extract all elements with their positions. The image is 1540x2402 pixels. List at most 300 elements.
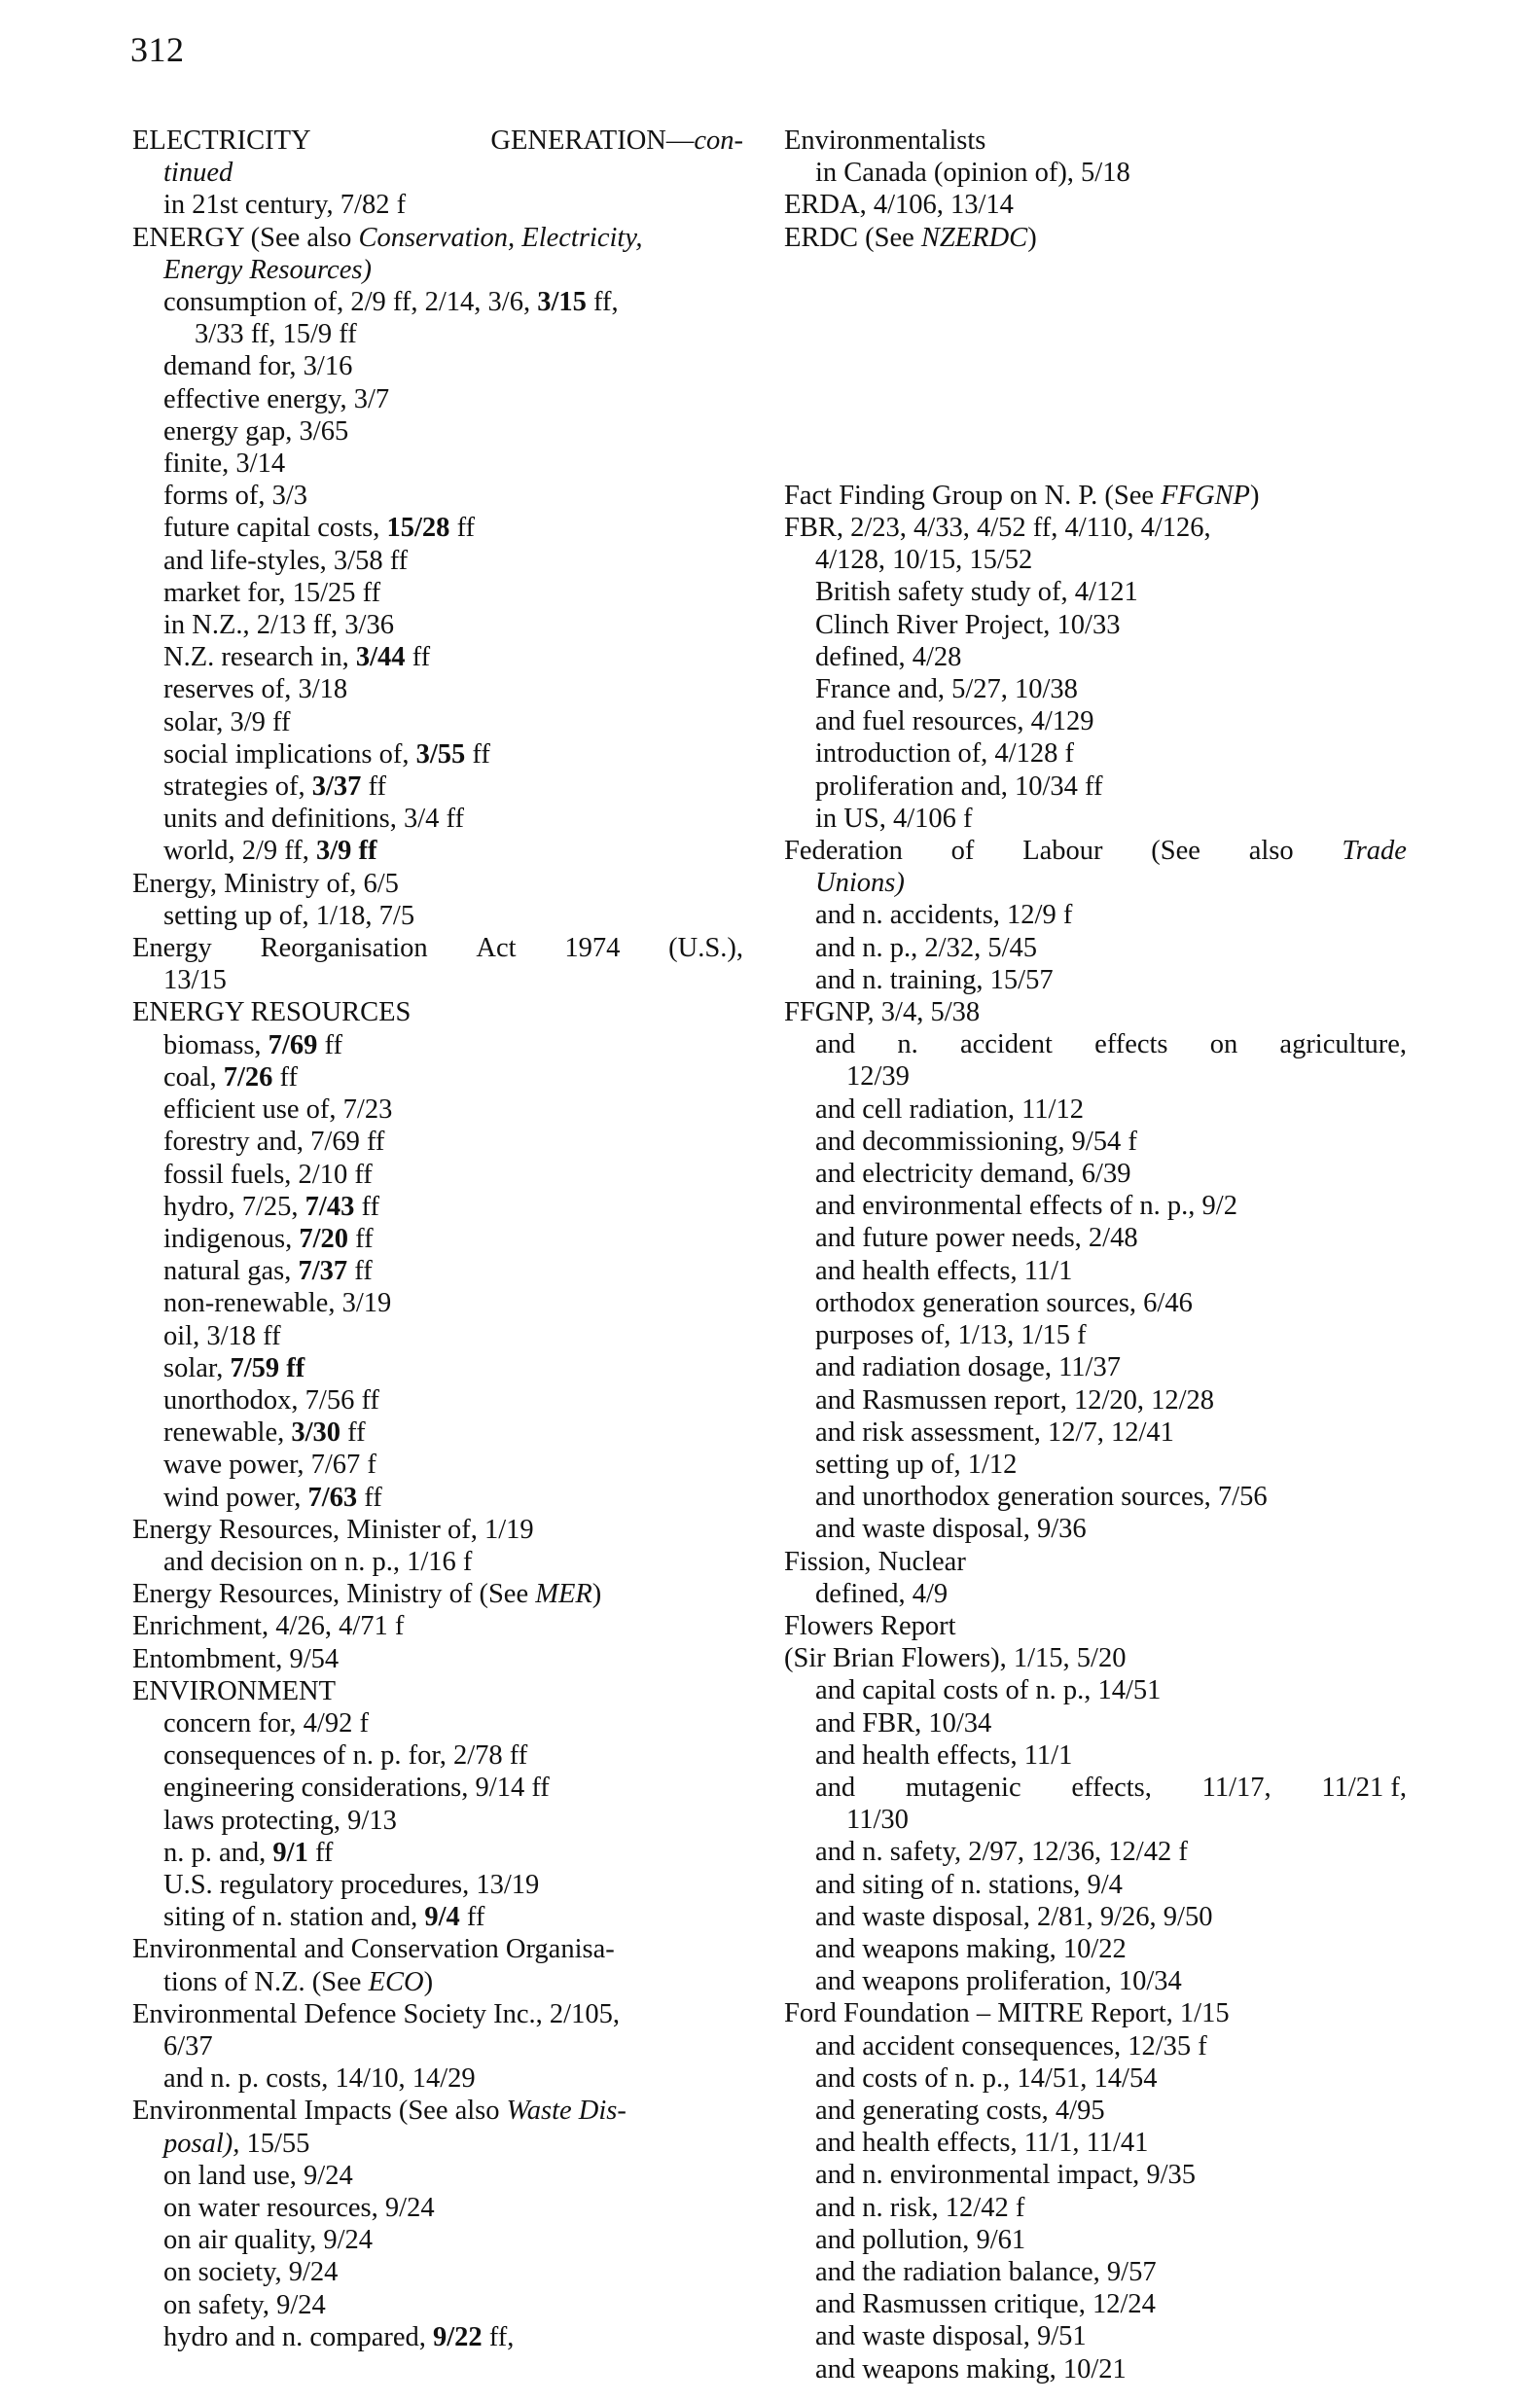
index-heading <box>132 932 743 996</box>
entry-text: 1974 <box>564 933 621 964</box>
index-subentry <box>132 1029 743 1061</box>
entry-text: Fission, Nuclear <box>784 1546 966 1577</box>
index-subentry <box>784 1093 1407 1126</box>
entry-line <box>815 1255 1407 1287</box>
index-subentry <box>132 448 743 480</box>
entry-line <box>163 448 743 480</box>
entry-text: Reorganisation <box>260 933 428 964</box>
entry-line <box>163 2224 743 2256</box>
entry-line <box>815 964 1407 996</box>
index-subentry <box>784 1190 1407 1222</box>
entry-text: social implications of, <box>163 738 416 770</box>
entry-line <box>163 1320 743 1352</box>
entry-text: Environmental Defence Society Inc., 2/105, <box>132 1998 620 2029</box>
entry-text: and electricity demand, 6/39 <box>815 1159 1131 1190</box>
entry-text: 9/4 <box>424 1902 460 1933</box>
index-subentry <box>784 1869 1407 1901</box>
entry-line <box>815 1674 1407 1706</box>
entry-line <box>132 1643 743 1675</box>
entry-text: Unions) <box>815 868 905 899</box>
entry-line <box>815 737 1407 770</box>
entry-text: and the radiation balance, 9/57 <box>815 2256 1157 2287</box>
index-subentry <box>784 1513 1407 1545</box>
index-subentry <box>784 2256 1407 2288</box>
entry-text: and Rasmussen critique, 12/24 <box>815 2289 1156 2320</box>
entry-text: and n. training, 15/57 <box>815 964 1054 995</box>
entry-text: con- <box>694 125 743 156</box>
entry-line <box>815 2256 1407 2288</box>
entry-text: and environmental effects of n. p., 9/2 <box>815 1191 1237 1222</box>
entry-line <box>815 1222 1407 1254</box>
entry-continuation <box>163 318 743 350</box>
index-subentry <box>132 900 743 932</box>
entry-text: orthodox generation sources, 6/46 <box>815 1287 1193 1318</box>
index-subentry <box>784 1836 1407 1868</box>
index-subentry <box>784 1707 1407 1739</box>
index-subentry <box>784 899 1407 931</box>
entry-line <box>132 1675 743 1707</box>
index-subentry <box>784 964 1407 996</box>
entry-text: U.S. regulatory procedures, 13/19 <box>163 1869 540 1900</box>
entry-line <box>815 673 1407 705</box>
entry-line <box>163 900 743 932</box>
index-subentry <box>132 577 743 609</box>
entry-text: NZERDC <box>920 222 1028 253</box>
entry-line <box>163 1029 743 1061</box>
entry-text: and life-styles, 3/58 ff <box>163 545 409 576</box>
entry-text: and cell radiation, 11/12 <box>815 1093 1084 1125</box>
index-subentry <box>784 1481 1407 1513</box>
entry-line <box>815 1901 1407 1933</box>
entry-text: strategies of, <box>163 771 312 803</box>
entry-text: tions of N.Z. (See <box>163 1966 369 1997</box>
entry-text: coal, <box>163 1061 224 1093</box>
index-subentry <box>784 2095 1407 2127</box>
entry-line <box>132 222 743 254</box>
index-heading <box>132 1643 743 1675</box>
index-subentry <box>132 1384 743 1416</box>
index-subentry <box>784 641 1407 673</box>
entry-line <box>815 1933 1407 1965</box>
index-subentry <box>132 512 743 544</box>
entry-line <box>815 157 1407 189</box>
entry-line <box>815 1513 1407 1545</box>
entry-continuation <box>132 254 743 286</box>
entry-text: and n. p., 2/32, 5/45 <box>815 932 1037 963</box>
entry-line <box>163 2321 743 2353</box>
entry-text: proliferation and, 10/34 ff <box>815 771 1103 802</box>
entry-line <box>815 1707 1407 1739</box>
entry-text: and n. environmental impact, 9/35 <box>815 2160 1196 2191</box>
entry-text: on <box>1209 1029 1238 1060</box>
entry-line <box>163 835 743 867</box>
entry-text: (Sir Brian Flowers), 1/15, 5/20 <box>784 1643 1127 1674</box>
index-heading <box>784 1546 1407 1578</box>
entry-line <box>815 2095 1407 2127</box>
entry-text: FBR, 2/23, 4/33, 4/52 ff, 4/110, 4/126, <box>784 513 1211 544</box>
index-subentry <box>132 415 743 448</box>
entry-text: effective energy, 3/7 <box>163 383 390 414</box>
entry-text: and <box>815 1029 856 1060</box>
entry-line <box>815 1158 1407 1190</box>
entry-text: consumption of, 2/9 ff, 2/14, 3/6, <box>163 287 538 318</box>
entry-line <box>163 480 743 512</box>
entry-text: and health effects, 11/1 <box>815 1739 1073 1771</box>
entry-text: France and, 5/27, 10/38 <box>815 674 1078 705</box>
entry-text: accident <box>959 1029 1053 1060</box>
entry-text: on water resources, 9/24 <box>163 2193 435 2223</box>
entry-text: future capital costs, <box>163 513 387 544</box>
entry-text: 7/37 <box>298 1256 348 1287</box>
entry-text: Enrichment, 4/26, 4/71 f <box>132 1611 405 1642</box>
entry-text: unorthodox, 7/56 ff <box>163 1384 379 1416</box>
entry-text: Federation <box>784 836 903 867</box>
entry-text: and n. risk, 12/42 f <box>815 2192 1025 2223</box>
index-subentry <box>132 2321 743 2353</box>
entry-text: purposes of, 1/13, 1/15 f <box>815 1320 1087 1351</box>
index-heading <box>132 1610 743 1642</box>
entry-text: hydro, 7/25, <box>163 1191 305 1222</box>
entry-text: 3/15 <box>537 287 587 318</box>
index-subentry <box>784 1578 1407 1610</box>
entry-text: 7/59 ff <box>230 1352 305 1383</box>
entry-text: demand for, 3/16 <box>163 351 353 382</box>
entry-line <box>815 609 1407 641</box>
entry-line <box>163 2256 743 2288</box>
entry-line <box>163 1901 743 1933</box>
entry-text: ff <box>347 1256 373 1287</box>
entry-line <box>815 576 1407 608</box>
entry-text: Ford Foundation – MITRE Report, 1/15 <box>784 1998 1230 2029</box>
index-heading <box>132 1514 743 1546</box>
entry-line <box>163 1061 743 1093</box>
entry-text: defined, 4/9 <box>815 1578 949 1609</box>
entry-line <box>132 996 743 1028</box>
entry-line <box>132 2095 743 2127</box>
entry-text: Entombment, 9/54 <box>132 1643 340 1674</box>
index-subentry <box>784 1901 1407 1933</box>
index-subentry <box>784 2320 1407 2352</box>
entry-line <box>815 2353 1407 2385</box>
entry-text: ) <box>1027 222 1037 253</box>
index-subentry <box>132 1093 743 1126</box>
entry-line <box>163 1449 743 1481</box>
entry-text: and costs of n. p., 14/51, 14/54 <box>815 2062 1158 2094</box>
index-subentry <box>132 189 743 221</box>
index-subentry <box>132 480 743 512</box>
entry-line <box>784 189 1407 221</box>
index-heading <box>132 1933 743 1997</box>
entry-text: and waste disposal, 9/36 <box>815 1514 1087 1545</box>
entry-text: finite, 3/14 <box>163 448 286 480</box>
index-subentry <box>132 1352 743 1384</box>
entry-line <box>163 1223 743 1255</box>
entry-line <box>784 512 1407 544</box>
entry-text: posal), <box>163 2128 240 2159</box>
entry-text: Clinch River Project, 10/33 <box>815 609 1121 640</box>
entry-text: Energy Resources, Minister of, 1/19 <box>132 1514 534 1545</box>
entry-text: introduction of, 4/128 f <box>815 738 1074 770</box>
entry-text: and weapons making, 10/22 <box>815 1933 1127 1964</box>
entry-text: ff <box>357 1482 382 1513</box>
index-heading <box>784 1610 1407 1642</box>
entry-line <box>815 1287 1407 1319</box>
index-subentry <box>132 1772 743 1804</box>
entry-text: and n. accidents, 12/9 f <box>815 900 1073 931</box>
entry-line <box>815 2288 1407 2320</box>
entry-line <box>815 641 1407 673</box>
entry-text: ff <box>405 642 431 673</box>
index-subentry <box>784 1319 1407 1351</box>
entry-text: in US, 4/106 f <box>815 803 973 834</box>
entry-line <box>815 1578 1407 1610</box>
entry-text: ff <box>354 1191 379 1222</box>
entry-text: Fact Finding Group on N. P. (See <box>784 480 1162 511</box>
entry-text: N.Z. research in, <box>163 642 356 673</box>
index-subentry <box>784 1772 1407 1836</box>
entry-text: Act <box>476 933 517 964</box>
entry-text: Environmentalists <box>784 125 986 156</box>
entry-line <box>163 1772 743 1804</box>
entry-line <box>132 1578 743 1610</box>
index-subentry <box>132 1739 743 1772</box>
entry-text: non-renewable, 3/19 <box>163 1288 392 1319</box>
entry-text: ff, <box>482 2321 515 2352</box>
index-subentry <box>132 1126 743 1158</box>
entry-text: ff <box>317 1029 342 1060</box>
index-subentry <box>784 576 1407 608</box>
index-subentry <box>132 1320 743 1352</box>
entry-text: ff <box>307 1837 334 1868</box>
entry-continuation <box>784 867 1407 899</box>
entry-text: and generating costs, 4/95 <box>815 2095 1105 2126</box>
entry-line <box>163 1739 743 1772</box>
entry-line <box>815 1965 1407 1997</box>
index-subentry <box>784 2353 1407 2385</box>
entry-text: and unorthodox generation sources, 7/56 <box>815 1482 1268 1513</box>
entry-text: 9/1 <box>272 1837 308 1868</box>
index-subentry <box>784 673 1407 705</box>
entry-line <box>163 1707 743 1739</box>
entry-line <box>163 350 743 382</box>
entry-continuation <box>132 157 743 189</box>
entry-line <box>784 125 1407 157</box>
index-subentry <box>784 1449 1407 1481</box>
entry-text: Labour <box>1022 836 1103 867</box>
index-subentry <box>784 2288 1407 2320</box>
entry-line <box>163 1159 743 1191</box>
entry-text: 3/30 <box>291 1417 341 1449</box>
index-heading <box>132 996 743 1028</box>
entry-text: ENERGY (See also <box>132 222 359 253</box>
entry-line <box>163 1126 743 1158</box>
entry-text: n. <box>897 1029 918 1060</box>
index-section-e <box>784 125 1407 254</box>
entry-line <box>132 125 743 157</box>
index-heading <box>784 1997 1407 2029</box>
entry-line <box>815 1416 1407 1449</box>
entry-line <box>784 222 1407 254</box>
entry-line <box>163 641 743 673</box>
entry-text: solar, <box>163 1352 231 1383</box>
entry-text: 3/55 <box>415 738 466 770</box>
entry-text: ) <box>1249 480 1260 511</box>
entry-text: effects, <box>1071 1772 1152 1803</box>
index-subentry <box>132 673 743 705</box>
entry-line <box>163 1546 743 1578</box>
index-subentry <box>784 2127 1407 2159</box>
entry-text: and FBR, 10/34 <box>815 1707 992 1739</box>
entry-text: ENVIRONMENT <box>132 1675 336 1706</box>
entry-text: 7/63 <box>307 1482 358 1513</box>
entry-text: and pollution, 9/61 <box>815 2224 1026 2255</box>
entry-text: ff <box>272 1061 298 1093</box>
index-heading <box>784 835 1407 899</box>
entry-line <box>163 609 743 641</box>
index-subentry <box>784 1255 1407 1287</box>
entry-text: 13/15 <box>163 965 227 996</box>
index-subentry <box>132 545 743 577</box>
entry-text: and Rasmussen report, 12/20, 12/28 <box>815 1384 1215 1416</box>
entry-text: units and definitions, 3/4 ff <box>163 804 464 835</box>
entry-text: and weapons proliferation, 10/34 <box>815 1966 1182 1997</box>
index-heading <box>132 868 743 900</box>
entry-line <box>163 383 743 415</box>
entry-text: and weapons making, 10/21 <box>815 2353 1127 2384</box>
index-subentry <box>784 1674 1407 1706</box>
entry-line <box>163 1255 743 1287</box>
entry-text: natural gas, <box>163 1256 299 1287</box>
entry-line <box>163 1805 743 1837</box>
entry-text: concern for, 4/92 f <box>163 1707 369 1739</box>
entry-line <box>163 803 743 835</box>
entry-continuation <box>132 2128 743 2160</box>
entry-text: ff <box>340 1417 366 1449</box>
index-subentry <box>132 1287 743 1319</box>
entry-text: solar, 3/9 ff <box>163 706 291 737</box>
entry-text: 3/37 <box>311 771 362 803</box>
entry-text: forms of, 3/3 <box>163 481 308 512</box>
index-subentry <box>132 1546 743 1578</box>
entry-text: and waste disposal, 2/81, 9/26, 9/50 <box>815 1901 1213 1932</box>
entry-text: oil, 3/18 ff <box>163 1320 281 1351</box>
entry-text: 4/128, 10/15, 15/52 <box>815 545 1033 576</box>
entry-text: GENERATION—con- <box>490 125 743 156</box>
index-subentry <box>132 1869 743 1901</box>
entry-text: reserves of, 3/18 <box>163 674 348 705</box>
entry-line <box>784 1997 1407 2029</box>
page-number: 312 <box>130 30 185 69</box>
index-subentry <box>784 705 1407 737</box>
entry-text: and n. safety, 2/97, 12/36, 12/42 f <box>815 1837 1188 1868</box>
entry-line <box>784 1642 1407 1674</box>
entry-text: wave power, 7/67 f <box>163 1450 376 1481</box>
entry-line <box>815 1836 1407 1868</box>
entry-text: 9/22 <box>433 2321 483 2352</box>
entry-line <box>163 1869 743 1901</box>
entry-text: efficient use of, 7/23 <box>163 1094 393 1126</box>
entry-text: (U.S.), <box>668 933 743 964</box>
index-subentry <box>784 2030 1407 2062</box>
entry-text: ECO <box>368 1966 424 1997</box>
index-subentry <box>784 2159 1407 2191</box>
entry-text: ff, <box>586 287 619 318</box>
entry-continuation <box>132 2030 743 2062</box>
entry-line <box>163 2062 743 2095</box>
entry-text: setting up of, 1/12 <box>815 1449 1018 1480</box>
entry-text: Environmental Impacts (See also <box>132 2096 507 2127</box>
entry-text: (See <box>1151 836 1200 867</box>
entry-text: consequences of n. p. for, 2/78 ff <box>163 1740 528 1772</box>
index-section-f <box>784 480 1407 2385</box>
entry-text: on safety, 9/24 <box>163 2289 326 2320</box>
index-heading <box>132 1998 743 2062</box>
index-subentry <box>784 1739 1407 1772</box>
entry-text: and decommissioning, 9/54 f <box>815 1126 1137 1157</box>
index-subentry <box>784 1965 1407 1997</box>
entry-text: 3/44 <box>355 642 406 673</box>
entry-line <box>815 1190 1407 1222</box>
entry-text: on land use, 9/24 <box>163 2160 353 2191</box>
index-subentry <box>132 2192 743 2224</box>
entry-text: Environmental and Conservation Organisa- <box>132 1934 615 1965</box>
entry-line <box>815 1384 1407 1416</box>
entry-text: fossil fuels, 2/10 ff <box>163 1159 373 1190</box>
entry-line <box>132 932 743 964</box>
entry-text: ENERGY RESOURCES <box>132 997 412 1028</box>
entry-text: market for, 15/25 ff <box>163 577 381 608</box>
entry-text: ) <box>591 1579 602 1610</box>
entry-line <box>163 771 743 803</box>
entry-text: ) <box>423 1966 434 1997</box>
entry-line <box>815 1126 1407 1158</box>
entry-text: Flowers Report <box>784 1610 956 1641</box>
index-heading <box>784 189 1407 221</box>
entry-text: of <box>950 836 975 867</box>
entry-text: 7/69 <box>268 1029 318 1060</box>
index-subentry <box>784 2192 1407 2224</box>
entry-line <box>784 1546 1407 1578</box>
entry-text: and decision on n. p., 1/16 f <box>163 1546 473 1577</box>
index-subentry <box>132 1482 743 1514</box>
index-subentry <box>132 835 743 867</box>
entry-line <box>815 1319 1407 1351</box>
index-subentry <box>132 1159 743 1191</box>
index-heading <box>132 2095 743 2159</box>
index-subentry <box>784 1158 1407 1190</box>
entry-text: and radiation dosage, 11/37 <box>815 1352 1121 1383</box>
entry-text: British safety study of, 4/121 <box>815 577 1138 608</box>
entry-text: n. p. and, <box>163 1837 273 1868</box>
entry-text: ff <box>449 513 476 544</box>
entry-text: in N.Z., 2/13 ff, 3/36 <box>163 610 394 641</box>
index-subentry <box>784 1028 1407 1093</box>
entry-text: ff <box>459 1902 485 1933</box>
entry-line <box>815 2224 1407 2256</box>
entry-line <box>815 771 1407 803</box>
entry-text: Waste Dis- <box>506 2096 627 2127</box>
index-subentry <box>132 1191 743 1223</box>
index-subentry <box>132 1061 743 1093</box>
entry-text: ERDC (See <box>784 222 921 253</box>
entry-text: wind power, <box>163 1482 308 1513</box>
entry-text: ff <box>348 1223 374 1254</box>
index-subentry <box>784 1384 1407 1416</box>
entry-line <box>815 1351 1407 1383</box>
index-heading <box>784 996 1407 1028</box>
index-subentry <box>132 1223 743 1255</box>
entry-text: in 21st century, 7/82 f <box>163 190 407 221</box>
